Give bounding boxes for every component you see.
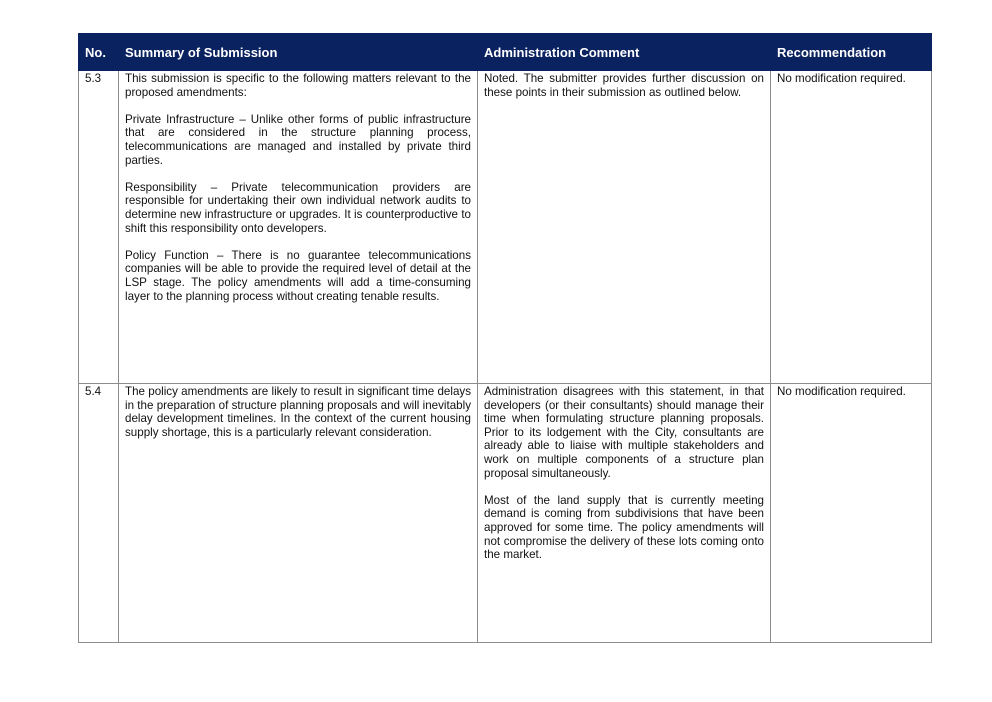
summary-cell [119, 71, 478, 384]
summary-paragraph: The policy amendments are likely to result in significant time delays in the preparation of structure planning proposals and will inevitably delay development timelines. In the context of the current housing supply shortage, this is a particularly relevant consideration. [125, 385, 471, 439]
summary-paragraph: Responsibility – Private telecommunication providers are responsible for undertaking their own individual network audits to determine new infrastructure or upgrades. It is counterproductive to shift this responsibility onto developers. [125, 180, 471, 235]
admin-paragraph: Noted. The submitter provides further discussion on these points in their submission as outlined below. [484, 72, 764, 99]
admin-comment-cell [478, 71, 771, 384]
header-recommendation: Recommendation [771, 34, 932, 71]
table-header-row [79, 34, 932, 71]
summary-cell [119, 384, 478, 643]
header-summary: Summary of Submission [119, 34, 478, 71]
table-row [79, 71, 932, 384]
admin-paragraph: Most of the land supply that is currently meeting demand is coming from subdivisions that have been approved for some time. The policy amendments will not compromise the delivery of these lots coming onto the market. [484, 493, 764, 562]
summary-paragraph: Policy Function – There is no guarantee telecommunications companies will be able to provide the required level of detail at the LSP stage. The policy amendments will add a time-consuming layer to the planning process without creating tenable results. [125, 248, 471, 303]
row-number: 5.3 [79, 71, 119, 384]
admin-comment-cell [478, 384, 771, 643]
admin-paragraph: Administration disagrees with this statement, in that developers (or their consultants) should manage their time when formulating structure planning proposals. Prior to its lodgement with the City, consultants are already able to liaise with multiple stakeholders and work on multiple components of a structure plan proposal simultaneously. [484, 385, 764, 480]
recommendation-cell: No modification required. [771, 384, 932, 643]
header-admin-comment: Administration Comment [478, 34, 771, 71]
row-number: 5.4 [79, 384, 119, 643]
submissions-table [78, 33, 932, 643]
header-no: No. [79, 34, 119, 71]
recommendation-cell: No modification required. [771, 71, 932, 384]
summary-paragraph: Private Infrastructure – Unlike other forms of public infrastructure that are considered in the structure planning process, telecommunications are managed and installed by private third parties. [125, 112, 471, 167]
table-row [79, 384, 932, 643]
summary-paragraph: This submission is specific to the following matters relevant to the proposed amendments: [125, 72, 471, 99]
